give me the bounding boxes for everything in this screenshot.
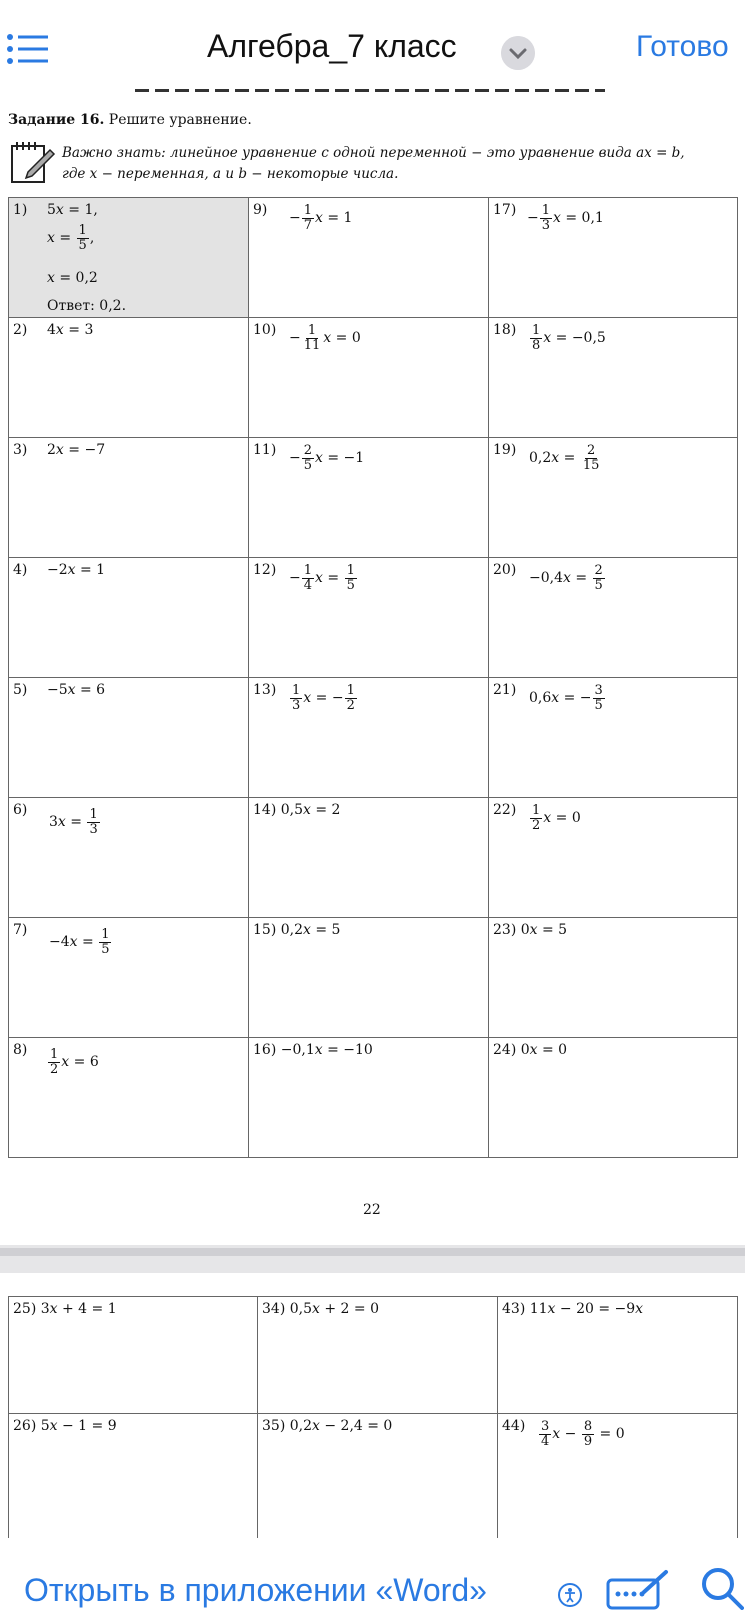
note-line-1: Важно знать: линейное уравнение с одной переменной − это уравнение вида ax = b, [62,145,685,161]
task-cell-7[interactable]: 7) −4x = $\frac{1}{5}$ [9,918,249,1038]
task-cell-34[interactable]: 34) 0,5x + 2 = 0 [258,1297,498,1414]
equations-table-2 [8,1296,738,1554]
note-line-2: где x − переменная, a и b − некоторые числа. [62,166,399,182]
menu-icon[interactable] [6,32,50,66]
document-title[interactable]: Алгебра_7 класс [207,28,457,64]
task-cell-3[interactable]: 3) 2x = −7 [9,438,249,558]
task-cell-35[interactable]: 35) 0,2x − 2,4 = 0 [258,1414,498,1554]
task-cell-19[interactable]: 19) 0,2x = $\frac{2}{15}$ [489,438,738,558]
pencil-note-icon [8,138,56,186]
task-cell-43[interactable]: 43) 11x − 20 = −9x [498,1297,738,1414]
task-cell-8[interactable]: 8) $\frac{1}{2}$ x = 6 [9,1038,249,1158]
task-cell-6[interactable]: 6) 3x = $\frac{1}{3}$ [9,798,249,918]
task-cell-22[interactable]: 22) $\frac{1}{2}$ x = 0 [489,798,738,918]
task-cell-20[interactable]: 20) −0,4x = $\frac{2}{5}$ [489,558,738,678]
search-icon[interactable] [700,1566,744,1610]
task-cell-12[interactable]: 12) − $\frac{1}{4}$ x = $\frac{1}{5}$ [249,558,489,678]
chevron-down-icon[interactable] [501,36,535,70]
task-cell-13[interactable]: 13) $\frac{1}{3}$ x = − $\frac{1}{2}$ [249,678,489,798]
task-cell-9[interactable]: 9) − $\frac{1}{7}$ x = 1 [249,198,489,318]
task-cell-11[interactable]: 11) − $\frac{2}{5}$ x = −1 [249,438,489,558]
task-cell-18[interactable]: 18) $\frac{1}{8}$ x = −0,5 [489,318,738,438]
task-cell-24[interactable]: 24) 0x = 0 [489,1038,738,1158]
page-number: 22 [363,1202,381,1218]
task-cell-4[interactable]: 4) −2x = 1 [9,558,249,678]
example-cell: 1) 5x = 1, x = $\frac{1}{5}$ , x = 0,2 Ответ: 0,2. [9,198,249,318]
equations-table-1 [8,197,738,1158]
accessibility-icon[interactable] [557,1582,583,1608]
task-title: Задание 16. [8,112,105,128]
done-button[interactable]: Готово [636,30,729,63]
task-cell-14[interactable]: 14) 0,5x = 2 [249,798,489,918]
task-cell-21[interactable]: 21) 0,6x = − $\frac{3}{5}$ [489,678,738,798]
task-cell-44[interactable]: 44) $\frac{3}{4}$ x − $\frac{8}{9}$ = 0 [498,1414,738,1554]
task-cell-15[interactable]: 15) 0,2x = 5 [249,918,489,1038]
task-text: Решите уравнение. [108,112,252,128]
page-separator-shadow [0,1248,745,1256]
task-cell-5[interactable]: 5) −5x = 6 [9,678,249,798]
top-bar [0,0,745,92]
task-cell-23[interactable]: 23) 0x = 5 [489,918,738,1038]
note-text [62,143,742,185]
task-cell-16[interactable]: 16) −0,1x = −10 [249,1038,489,1158]
open-in-word-button[interactable]: Открыть в приложении «Word» [24,1572,487,1608]
task-cell-26[interactable]: 26) 5x − 1 = 9 [9,1414,258,1554]
task-cell-2[interactable]: 2) 4x = 3 [9,318,249,438]
task-cell-17[interactable]: 17) − $\frac{1}{3}$ x = 0,1 [489,198,738,318]
task-cell-25[interactable]: 25) 3x + 4 = 1 [9,1297,258,1414]
task-cell-10[interactable]: 10) − $\frac{1}{11}$ x = 0 [249,318,489,438]
edit-icon[interactable] [606,1568,672,1612]
cut-header-line [135,88,605,94]
task-heading [8,112,252,128]
